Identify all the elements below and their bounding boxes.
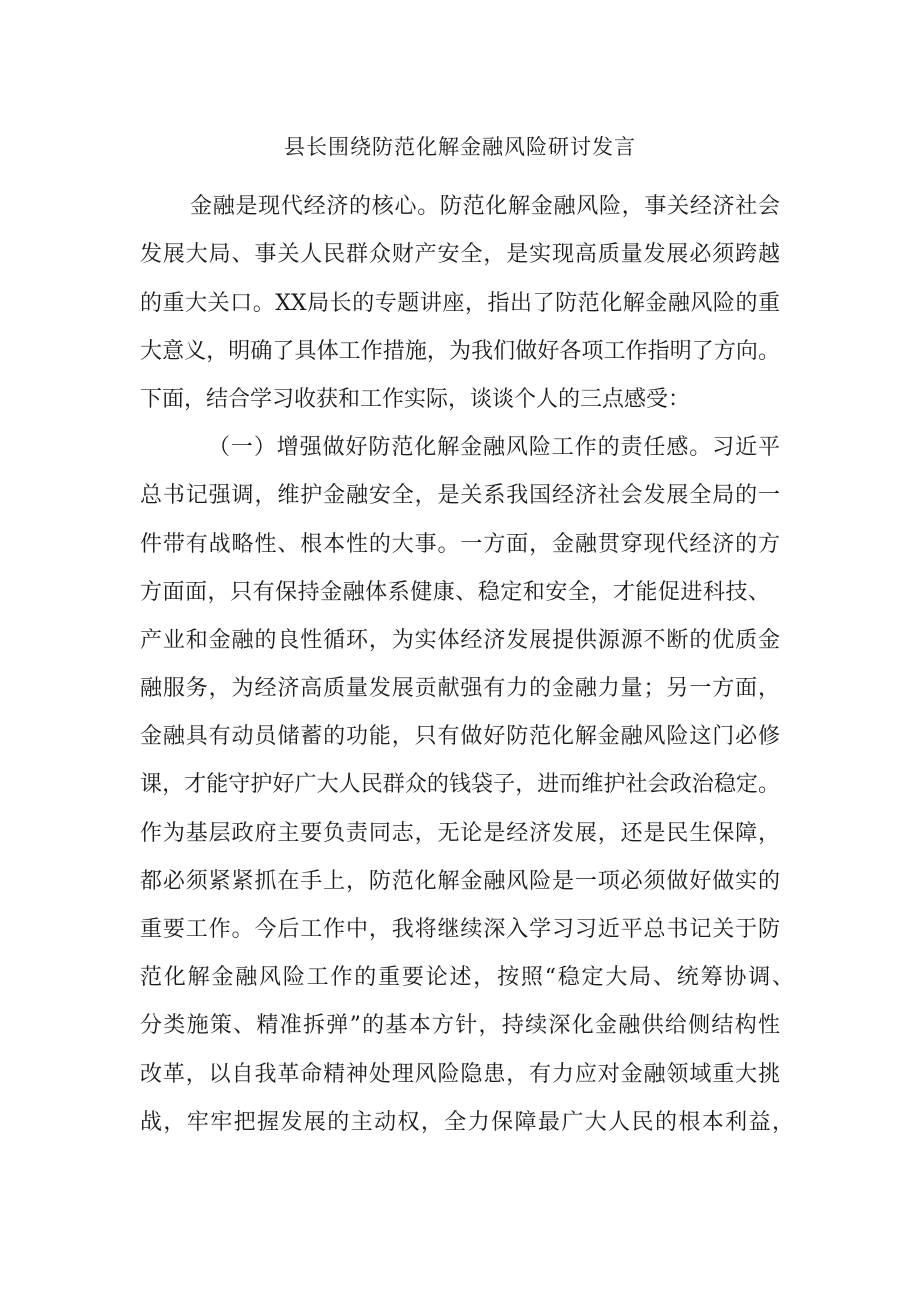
paragraph-line: 的重大关口。XX局长的专题讲座，指出了防范化解金融风险的重 bbox=[140, 291, 780, 316]
paragraph-line: 都必须紧紧抓在手上，防范化解金融风险是一项必须做好做实的 bbox=[140, 869, 780, 894]
paragraph-line: 产业和金融的良性循环，为实体经济发展提供源源不断的优质金 bbox=[140, 628, 780, 653]
paragraph-line: 发展大局、事关人民群众财产安全，是实现高质量发展必须跨越 bbox=[140, 242, 780, 267]
paragraph-line: 下面，结合学习收获和工作实际，谈谈个人的三点感受： bbox=[140, 387, 691, 412]
paragraph-line: 改革，以自我革命精神处理风险隐患，有力应对金融领域重大挑 bbox=[140, 1062, 780, 1087]
paragraph-line: 方面面，只有保持金融体系健康、稳定和安全，才能促进科技、 bbox=[140, 580, 770, 605]
paragraph-line: 作为基层政府主要负责同志，无论是经济发展，还是民生保障， bbox=[140, 821, 780, 846]
paragraph-line: 融服务，为经济高质量发展贡献强有力的金融力量；另一方面， bbox=[140, 676, 780, 701]
paragraph-line: 课，才能守护好广大人民群众的钱袋子，进而维护社会政治稳定。 bbox=[140, 772, 780, 797]
paragraph-line: 战，牢牢把握发展的主动权，全力保障最广大人民的根本利益， bbox=[140, 1110, 794, 1135]
paragraph-line: 总书记强调，维护金融安全，是关系我国经济社会发展全局的一 bbox=[140, 483, 780, 508]
paragraph-line: 范化解金融风险工作的重要论述，按照“稳定大局、统筹协调、 bbox=[140, 965, 794, 990]
paragraph-line: 重要工作。今后工作中，我将继续深入学习习近平总书记关于防 bbox=[140, 917, 780, 942]
paragraph-line: 金融具有动员储蓄的功能，只有做好防范化解金融风险这门必修 bbox=[140, 724, 780, 749]
paragraph-line: 金融是现代经济的核心。防范化解金融风险，事关经济社会 bbox=[190, 194, 780, 219]
paragraph-line: 分类施策、精准拆弹”的基本方针，持续深化金融供给侧结构性 bbox=[140, 1013, 780, 1038]
paragraph-line: （一）增强做好防范化解金融风险工作的责任感。习近平 bbox=[208, 435, 780, 460]
paragraph-line: 大意义，明确了具体工作措施，为我们做好各项工作指明了方向。 bbox=[140, 339, 780, 364]
paragraph-line: 件带有战略性、根本性的大事。一方面，金融贯穿现代经济的方 bbox=[140, 532, 780, 557]
document-title: 县长围绕防范化解金融风险研讨发言 bbox=[284, 135, 636, 159]
